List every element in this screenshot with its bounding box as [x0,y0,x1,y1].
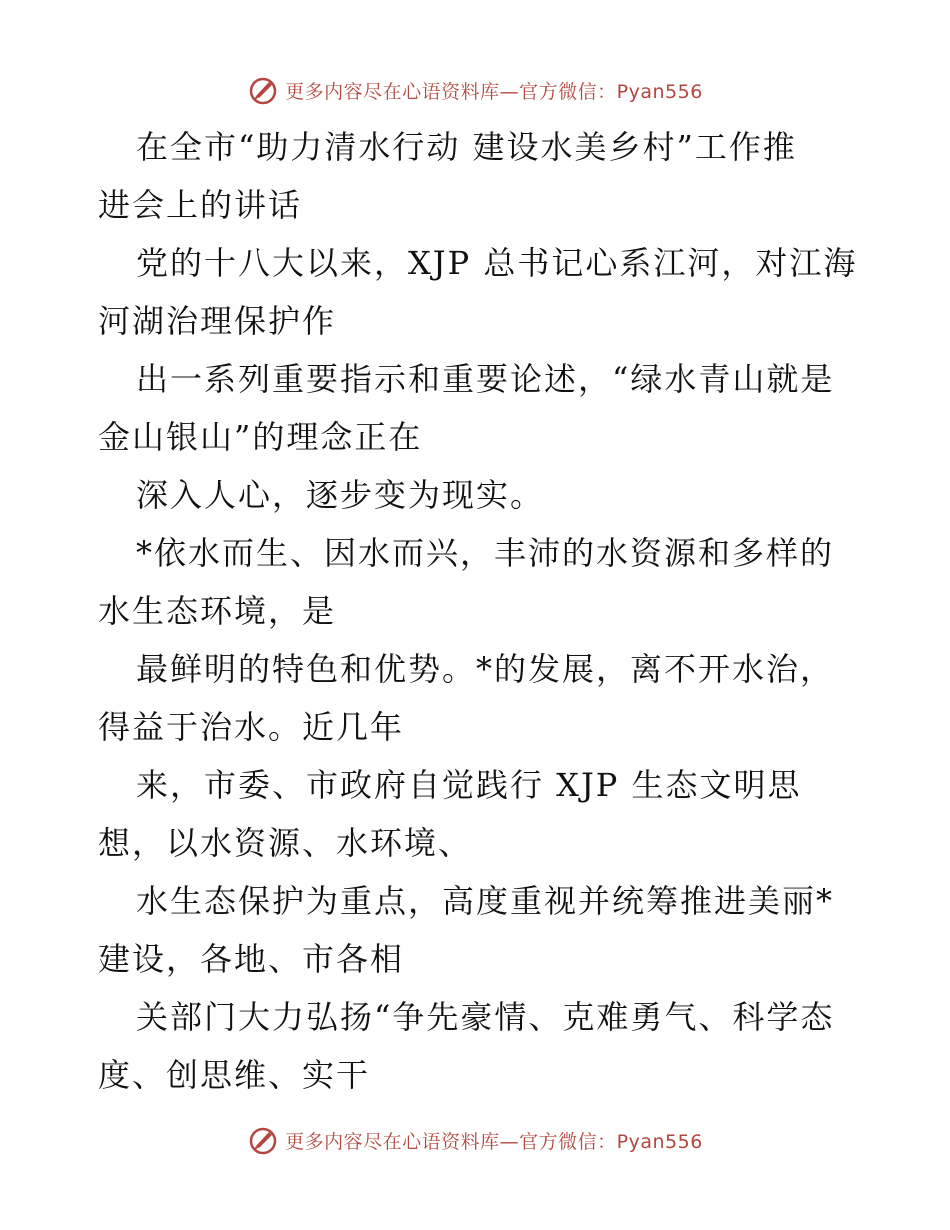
paragraph-line: 来，市委、市政府自觉践行 XJP 生态文明思 [136,766,802,804]
paragraph [98,756,858,872]
paragraph-line: 党的十八大以来，XJP 总书记心系江河，对江海 [136,244,858,282]
paragraph-line: 金山银山”的理念正在 [98,418,423,456]
paragraph-line: 出一系列重要指示和重要论述，“绿水青山就是 [136,360,835,398]
paragraph-line: *依水而生、因水而兴，丰沛的水资源和多样的 [136,534,835,572]
paragraph [98,466,858,524]
paragraph-line: 在全市“助力清水行动 建设水美乡村”工作推 [136,128,797,166]
watermark-text: 更多内容尽在心语资料库—官方微信：Pyan556 [285,80,703,103]
paragraph-line: 得益于治水。近几年 [98,708,405,746]
footer-watermark [0,1120,950,1160]
paragraph-line: 建设，各地、市各相 [98,940,405,978]
document-body [98,118,858,1104]
paragraph-line: 最鲜明的特色和优势。*的发展，离不开水治， [136,650,835,688]
paragraph [98,234,858,350]
paragraph-line: 水生态保护为重点，高度重视并统筹推进美丽* [136,882,835,920]
paragraph [98,988,858,1104]
paragraph-line: 想，以水资源、水环境、 [98,824,473,862]
paragraph-line: 关部门大力弘扬“争先豪情、克难勇气、科学态 [136,998,835,1036]
quill-logo-icon [247,1124,279,1156]
quill-logo-icon [247,74,279,106]
paragraph [98,524,858,640]
paragraph-line: 深入人心，逐步变为现实。 [136,476,545,514]
paragraph-line: 进会上的讲话 [98,186,303,224]
paragraph-line: 水生态环境，是 [98,592,337,630]
header-watermark [0,70,950,110]
paragraph [98,118,858,234]
paragraph [98,872,858,988]
paragraph [98,350,858,466]
paragraph-line: 度、创思维、实干 [98,1056,371,1094]
watermark-text: 更多内容尽在心语资料库—官方微信：Pyan556 [285,1130,703,1153]
paragraph [98,640,858,756]
paragraph-line: 河湖治理保护作 [98,302,337,340]
